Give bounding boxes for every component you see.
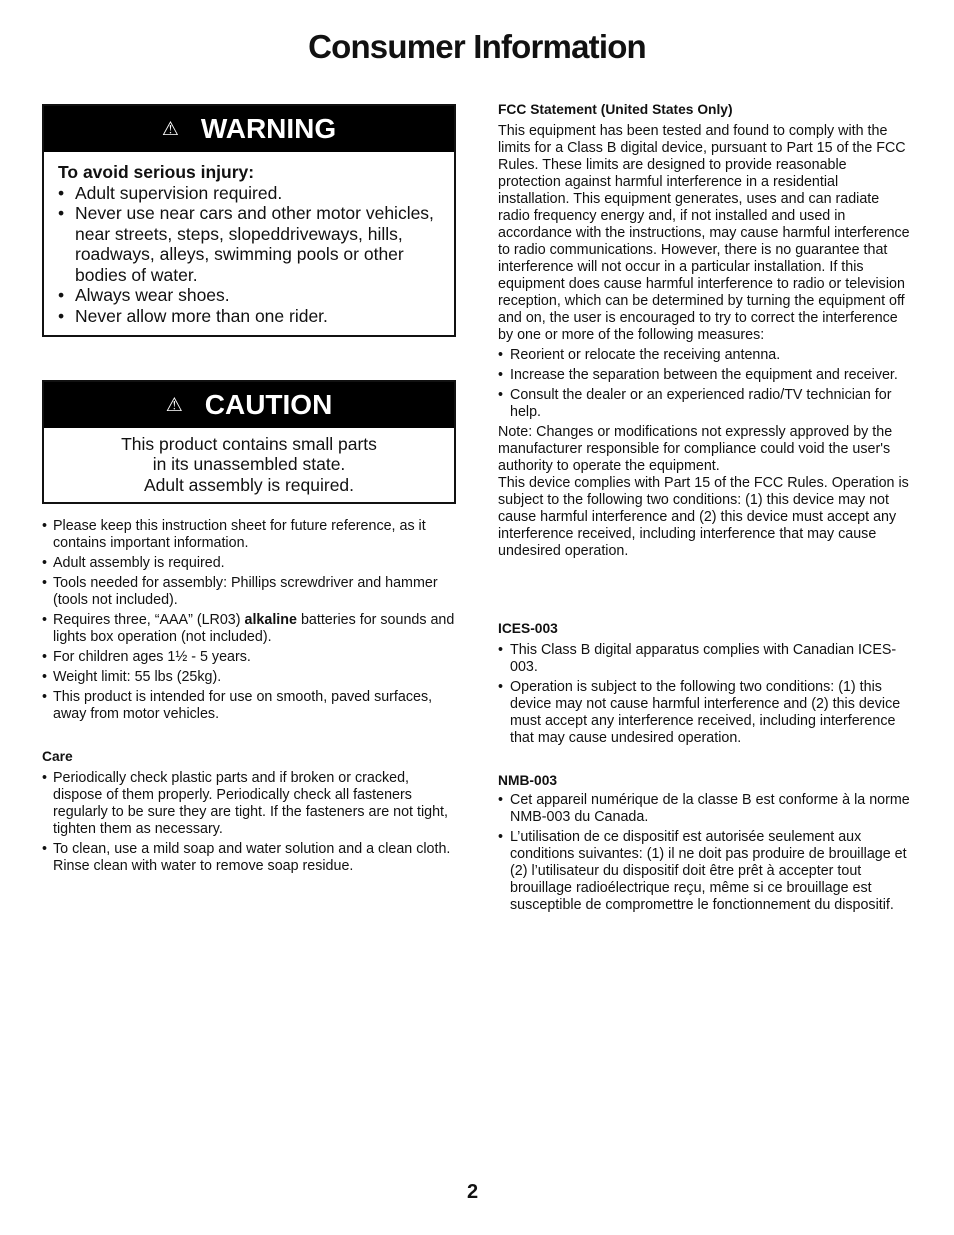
- ices-item: • This Class B digital apparatus complies with Canadian ICES-003.: [498, 642, 912, 676]
- care-heading: Care: [42, 749, 73, 764]
- warning-item: • Never allow more than one rider.: [58, 306, 440, 327]
- nmb-list: [498, 792, 912, 914]
- nmb-section: [498, 772, 912, 917]
- care-list: [42, 770, 456, 875]
- alkaline-emphasis: alkaline: [244, 612, 297, 628]
- caution-header: [44, 382, 454, 428]
- ices-list: [498, 642, 912, 747]
- caution-heading: CAUTION: [204, 389, 333, 420]
- general-item: • Tools needed for assembly: Phillips screwdriver and hammer (tools not included).: [42, 575, 456, 609]
- nmb-heading: NMB-003: [498, 773, 558, 788]
- fcc-section: [498, 101, 912, 560]
- caution-box: [42, 380, 456, 504]
- fcc-measure: • Increase the separation between the equipment and receiver.: [498, 367, 912, 384]
- warning-item: • Adult supervision required.: [58, 183, 440, 204]
- warning-triangle-icon: ⚠: [161, 118, 179, 140]
- warning-lead: To avoid serious injury:: [58, 162, 255, 182]
- page-number: 2: [467, 1181, 479, 1203]
- warning-heading: WARNING: [200, 113, 337, 144]
- ices-section: [498, 620, 912, 750]
- page-title: Consumer Information: [308, 28, 646, 65]
- fcc-measure: • Consult the dealer or an experienced radio/TV technician for help.: [498, 387, 912, 421]
- general-info: [42, 518, 456, 726]
- fcc-note: Note: Changes or modifications not expressly approved by the manufacturer responsible for compliance could void the user's authority to operate the equipment.: [498, 424, 893, 474]
- warning-item: • Never use near cars and other motor vehicles, near streets, steps, slopeddriveways, hills, roadways, alleys, swimming pools or other bodies of water.: [58, 203, 440, 285]
- general-item: • For children ages 1½ - 5 years.: [42, 649, 456, 666]
- care-item: • To clean, use a mild soap and water solution and a clean cloth. Rinse clean with water to remove soap residue.: [42, 841, 456, 875]
- fcc-compliance: This device complies with Part 15 of the FCC Rules. Operation is subject to the following two conditions: (1) this device may not cause harmful interference and (2) this device must accept any interference received, including interference that may cause undesired operation.: [498, 475, 909, 559]
- general-item: • Please keep this instruction sheet for future reference, as it contains important information.: [42, 518, 456, 552]
- general-item: • Requires three, “AAA” (LR03) alkaline batteries for sounds and lights box operation (not included).: [42, 612, 456, 646]
- warning-list: [58, 183, 440, 327]
- general-item: • Adult assembly is required.: [42, 555, 456, 572]
- nmb-item: • L’utilisation de ce dispositif est autorisée seulement aux conditions suivantes: (1) il ne doit pas produire de brouillage et (2) l’utilisateur du dispositif doit être prêt à accepter tout brouillage radioélectrique reçu, même si ce brouillage est susceptible de compromettre le fonctionnement du dispositif.: [498, 829, 912, 914]
- warning-body: [44, 152, 454, 326]
- ices-heading: ICES-003: [498, 621, 558, 636]
- care-section: [42, 748, 456, 878]
- general-item: • Weight limit: 55 lbs (25kg).: [42, 669, 456, 686]
- fcc-heading: FCC Statement (United States Only): [498, 102, 733, 117]
- caution-line: This product contains small parts: [121, 434, 377, 454]
- nmb-item: • Cet appareil numérique de la classe B est conforme à la norme NMB-003 du Canada.: [498, 792, 912, 826]
- fcc-measures-list: [498, 347, 912, 421]
- care-item: • Periodically check plastic parts and if broken or cracked, dispose of them properly. Periodically check all fasteners regularly to be sure they are tight. If the fasteners are not tight, tighten them as necessary.: [42, 770, 456, 838]
- caution-line: in its unassembled state.: [152, 454, 346, 475]
- fcc-measure: • Reorient or relocate the receiving antenna.: [498, 347, 912, 364]
- caution-line: Adult assembly is required.: [143, 474, 355, 495]
- caution-body: [44, 428, 454, 495]
- warning-item: • Always wear shoes.: [58, 285, 440, 306]
- warning-box: [42, 104, 456, 337]
- general-item: • This product is intended for use on smooth, paved surfaces, away from motor vehicles.: [42, 689, 456, 723]
- ices-item: • Operation is subject to the following two conditions: (1) this device may not cause harmful interference and (2) this device must accept any interference received, including interference that may cause undesired operation.: [498, 679, 912, 747]
- general-list: [42, 518, 456, 723]
- warning-triangle-icon: ⚠: [165, 394, 183, 416]
- fcc-intro: This equipment has been tested and found to comply with the limits for a Class B digital device, pursuant to Part 15 of the FCC Rules. These limits are designed to provide reasonable protection against harmful interference in a residential installation. This equipment generates, uses and can radiate radio frequency energy and, if not installed and used in accordance with the instructions, may cause harmful interference to radio communications. However, there is no guarantee that interference will not occur in a particular installation. If this equipment does cause harmful interference to radio or television reception, which can be determined by turning the equipment off and on, the user is encouraged to try to correct the interference by one or more of the following measures:: [498, 123, 910, 343]
- warning-header: [44, 106, 454, 152]
